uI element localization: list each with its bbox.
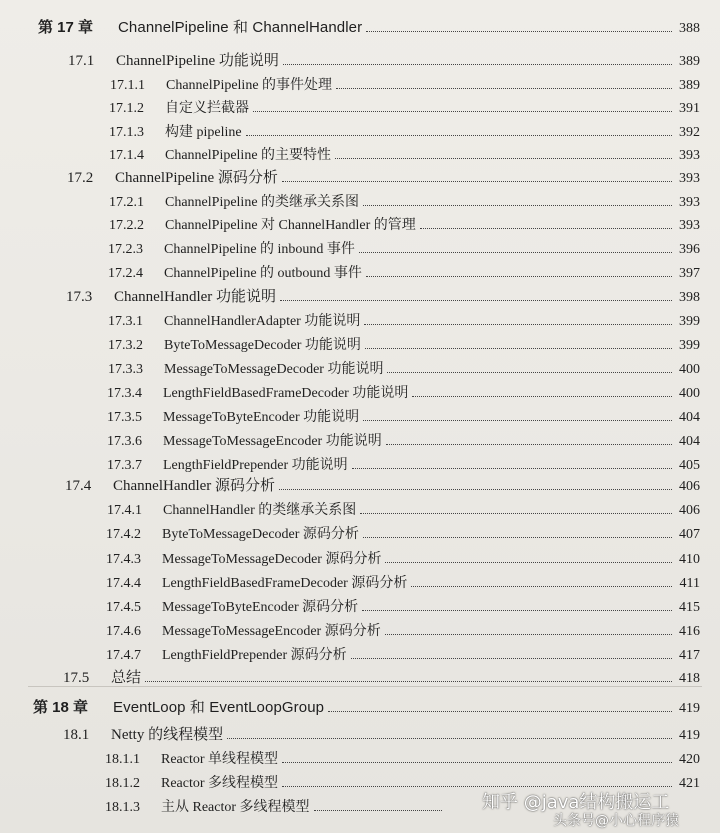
- toc-subsection-row: [108, 355, 700, 378]
- toc-subsection-row: [109, 94, 700, 117]
- toc-subsection-row: [108, 307, 700, 330]
- toc-page-number: 392: [679, 125, 700, 140]
- toc-title: 主从 Reactor 多线程模型: [161, 800, 310, 815]
- toc-subsection-row: [107, 496, 700, 519]
- toc-page-number: 419: [679, 701, 700, 716]
- toc-title: ChannelPipeline 的事件处理: [166, 78, 333, 93]
- toc-number: 17.4.7: [106, 648, 141, 663]
- toc-page-number: 420: [679, 752, 700, 767]
- toc-title: MessageToMessageDecoder 功能说明: [164, 362, 384, 377]
- dot-leader: [385, 562, 672, 563]
- toc-title: ChannelPipeline 的主要特性: [165, 148, 332, 163]
- toc-page-number: 389: [679, 54, 700, 69]
- dot-leader: [363, 420, 672, 421]
- toc-page-number: 415: [679, 600, 700, 615]
- toc-number: 17.1.4: [109, 148, 144, 163]
- toc-title: ChannelPipeline 功能说明: [116, 53, 279, 69]
- toc-page-number: 400: [679, 386, 700, 401]
- watermark-zhihu: 知乎 @java结构搬运工: [482, 792, 670, 813]
- dot-leader: [386, 444, 672, 445]
- toc-title: LengthFieldPrepender 功能说明: [163, 458, 348, 473]
- toc-section-row: [66, 283, 700, 306]
- toc-page-number: 404: [679, 410, 700, 425]
- dot-leader: [280, 300, 672, 301]
- toc-title: 构建 pipeline: [165, 125, 242, 140]
- toc-number: 18.1.1: [105, 752, 140, 767]
- toc-number: 第 18 章: [33, 699, 89, 716]
- toc-title: ChannelPipeline 的 inbound 事件: [164, 242, 355, 257]
- toc-page-number: 419: [679, 728, 700, 743]
- toc-number: 17.1.2: [109, 101, 144, 116]
- toc-page-number: 407: [679, 527, 700, 542]
- dot-leader: [364, 324, 672, 325]
- dot-leader: [279, 489, 672, 490]
- toc-subsection-row: [107, 379, 700, 402]
- toc-page-number: 406: [679, 503, 700, 518]
- toc-title: EventLoop 和 EventLoopGroup: [113, 699, 325, 716]
- toc-title: Netty 的线程模型: [111, 727, 224, 743]
- dot-leader: [145, 681, 672, 682]
- toc-chapter-row: [33, 694, 700, 717]
- toc-number: 17.4.2: [106, 527, 141, 542]
- dot-leader: [282, 181, 672, 182]
- toc-subsection-row: [106, 569, 700, 592]
- toc-page-number: 404: [679, 434, 700, 449]
- toc-number: 17.4.4: [106, 576, 141, 591]
- toc-number: 17.4.6: [106, 624, 141, 639]
- toc-title: MessageToByteEncoder 源码分析: [162, 600, 359, 615]
- toc-page-number: 388: [679, 21, 700, 36]
- toc-page-number: 389: [679, 78, 700, 93]
- toc-title: LengthFieldBasedFrameDecoder 源码分析: [162, 576, 408, 591]
- toc-page-number: 411: [679, 576, 700, 591]
- dot-leader: [363, 537, 672, 538]
- toc-page-number: 410: [679, 552, 700, 567]
- toc-number: 18.1.2: [105, 776, 140, 791]
- toc-chapter-row: [38, 14, 700, 37]
- toc-number: 17.2.4: [108, 266, 143, 281]
- dot-leader: [246, 135, 672, 136]
- toc-title: LengthFieldBasedFrameDecoder 功能说明: [163, 386, 409, 401]
- toc-number: 17.2.2: [109, 218, 144, 233]
- dot-leader: [314, 810, 442, 811]
- toc-page-number: 393: [679, 218, 700, 233]
- toc-title: ChannelPipeline 和 ChannelHandler: [118, 19, 363, 36]
- dot-leader: [365, 348, 672, 349]
- dot-leader: [282, 762, 672, 763]
- chapter-divider: [28, 686, 702, 687]
- toc-subsection-row: [107, 451, 700, 474]
- toc-page-number: 393: [679, 171, 700, 186]
- toc-number: 17.3.5: [107, 410, 142, 425]
- toc-subsection-row: [108, 235, 700, 258]
- toc-number: 17.2.1: [109, 195, 144, 210]
- toc-subsection-row: [106, 617, 700, 640]
- toc-number: 17.4: [65, 478, 92, 494]
- toc-number: 17.3.4: [107, 386, 142, 401]
- dot-leader: [328, 711, 672, 712]
- toc-title: ChannelPipeline 的 outbound 事件: [164, 266, 362, 281]
- dot-leader: [351, 658, 672, 659]
- toc-page-number: 405: [679, 458, 700, 473]
- toc-number: 17.2.3: [108, 242, 143, 257]
- toc-title: Reactor 单线程模型: [161, 752, 279, 767]
- toc-title: ChannelHandler 源码分析: [113, 478, 276, 494]
- toc-number: 17.3.6: [107, 434, 142, 449]
- toc-number: 17.3.1: [108, 314, 143, 329]
- toc-number: 17.4.5: [106, 600, 141, 615]
- dot-leader: [253, 111, 672, 112]
- toc-page-number: 393: [679, 148, 700, 163]
- toc-number: 17.4.3: [106, 552, 141, 567]
- dot-leader: [227, 738, 672, 739]
- toc-title: LengthFieldPrepender 源码分析: [162, 648, 347, 663]
- dot-leader: [283, 64, 672, 65]
- toc-number: 17.4.1: [107, 503, 142, 518]
- toc-title: ChannelPipeline 源码分析: [115, 170, 278, 186]
- dot-leader: [359, 252, 672, 253]
- toc-subsection-row: [109, 118, 700, 141]
- watermark-toutiao: 头条号@小心程序猿: [553, 813, 679, 829]
- toc-subsection-row: [109, 211, 700, 234]
- toc-number: 18.1: [63, 727, 90, 743]
- toc-number: 17.1.3: [109, 125, 144, 140]
- dot-leader: [352, 468, 672, 469]
- dot-leader: [360, 513, 672, 514]
- toc-section-row: [63, 721, 700, 744]
- toc-page-number: 400: [679, 362, 700, 377]
- toc-page-number: 391: [679, 101, 700, 116]
- toc-page-number: 416: [679, 624, 700, 639]
- toc-number: 17.3.3: [108, 362, 143, 377]
- toc-section-row: [63, 664, 700, 687]
- toc-title: MessageToMessageEncoder 功能说明: [163, 434, 382, 449]
- toc-subsection-row: [109, 141, 700, 164]
- dot-leader: [282, 786, 672, 787]
- toc-title: ChannelHandlerAdapter 功能说明: [164, 314, 361, 329]
- toc-subsection-row: [108, 331, 700, 354]
- dot-leader: [362, 610, 672, 611]
- toc-title: 自定义拦截器: [165, 101, 249, 116]
- toc-subsection-row: [107, 427, 700, 450]
- dot-leader: [420, 228, 672, 229]
- toc-page-number: 393: [679, 195, 700, 210]
- toc-title: ChannelHandler 的类继承关系图: [163, 503, 357, 518]
- toc-number: 17.3: [66, 289, 93, 305]
- toc-subsection-row: [105, 793, 470, 816]
- dot-leader: [411, 586, 672, 587]
- toc-title: MessageToMessageEncoder 源码分析: [162, 624, 381, 639]
- toc-subsection-row: [105, 745, 700, 768]
- dot-leader: [385, 634, 672, 635]
- toc-page-number: 397: [679, 266, 700, 281]
- toc-page-number: 399: [679, 338, 700, 353]
- toc-number: 第 17 章: [38, 19, 94, 36]
- toc-section-row: [68, 47, 700, 70]
- toc-title: ChannelPipeline 的类继承关系图: [165, 195, 360, 210]
- toc-number: 17.3.7: [107, 458, 142, 473]
- toc-subsection-row: [106, 593, 700, 616]
- dot-leader: [387, 372, 672, 373]
- toc-title: ByteToMessageDecoder 源码分析: [162, 527, 359, 542]
- dot-leader: [412, 396, 672, 397]
- toc-number: 18.1.3: [105, 800, 140, 815]
- dot-leader: [366, 31, 672, 32]
- toc-section-row: [67, 164, 700, 187]
- toc-page-number: 396: [679, 242, 700, 257]
- dot-leader: [366, 276, 672, 277]
- toc-subsection-row: [107, 403, 700, 426]
- dot-leader: [335, 158, 672, 159]
- toc-title: 总结: [111, 670, 142, 686]
- toc-page-number: 418: [679, 671, 700, 686]
- toc-title: Reactor 多线程模型: [161, 776, 279, 791]
- toc-number: 17.3.2: [108, 338, 143, 353]
- toc-subsection-row: [106, 545, 700, 568]
- toc-number: 17.2: [67, 170, 94, 186]
- toc-title: ChannelPipeline 对 ChannelHandler 的管理: [165, 218, 416, 233]
- dot-leader: [363, 205, 672, 206]
- toc-number: 17.5: [63, 670, 90, 686]
- toc-page-number: 421: [679, 776, 700, 791]
- toc-title: ByteToMessageDecoder 功能说明: [164, 338, 361, 353]
- toc-subsection-row: [110, 71, 700, 94]
- toc-section-row: [65, 472, 700, 495]
- toc-title: MessageToByteEncoder 功能说明: [163, 410, 360, 425]
- toc-page-number: 398: [679, 290, 700, 305]
- toc-page-number: 406: [679, 479, 700, 494]
- dot-leader: [336, 88, 672, 89]
- toc-number: 17.1.1: [110, 78, 145, 93]
- toc-title: MessageToMessageDecoder 源码分析: [162, 552, 382, 567]
- toc-subsection-row: [108, 259, 700, 282]
- toc-number: 17.1: [68, 53, 95, 69]
- toc-page-number: 417: [679, 648, 700, 663]
- toc-page-number: 399: [679, 314, 700, 329]
- toc-subsection-row: [109, 188, 700, 211]
- toc-subsection-row: [106, 641, 700, 664]
- toc-title: ChannelHandler 功能说明: [114, 289, 277, 305]
- toc-subsection-row: [106, 520, 700, 543]
